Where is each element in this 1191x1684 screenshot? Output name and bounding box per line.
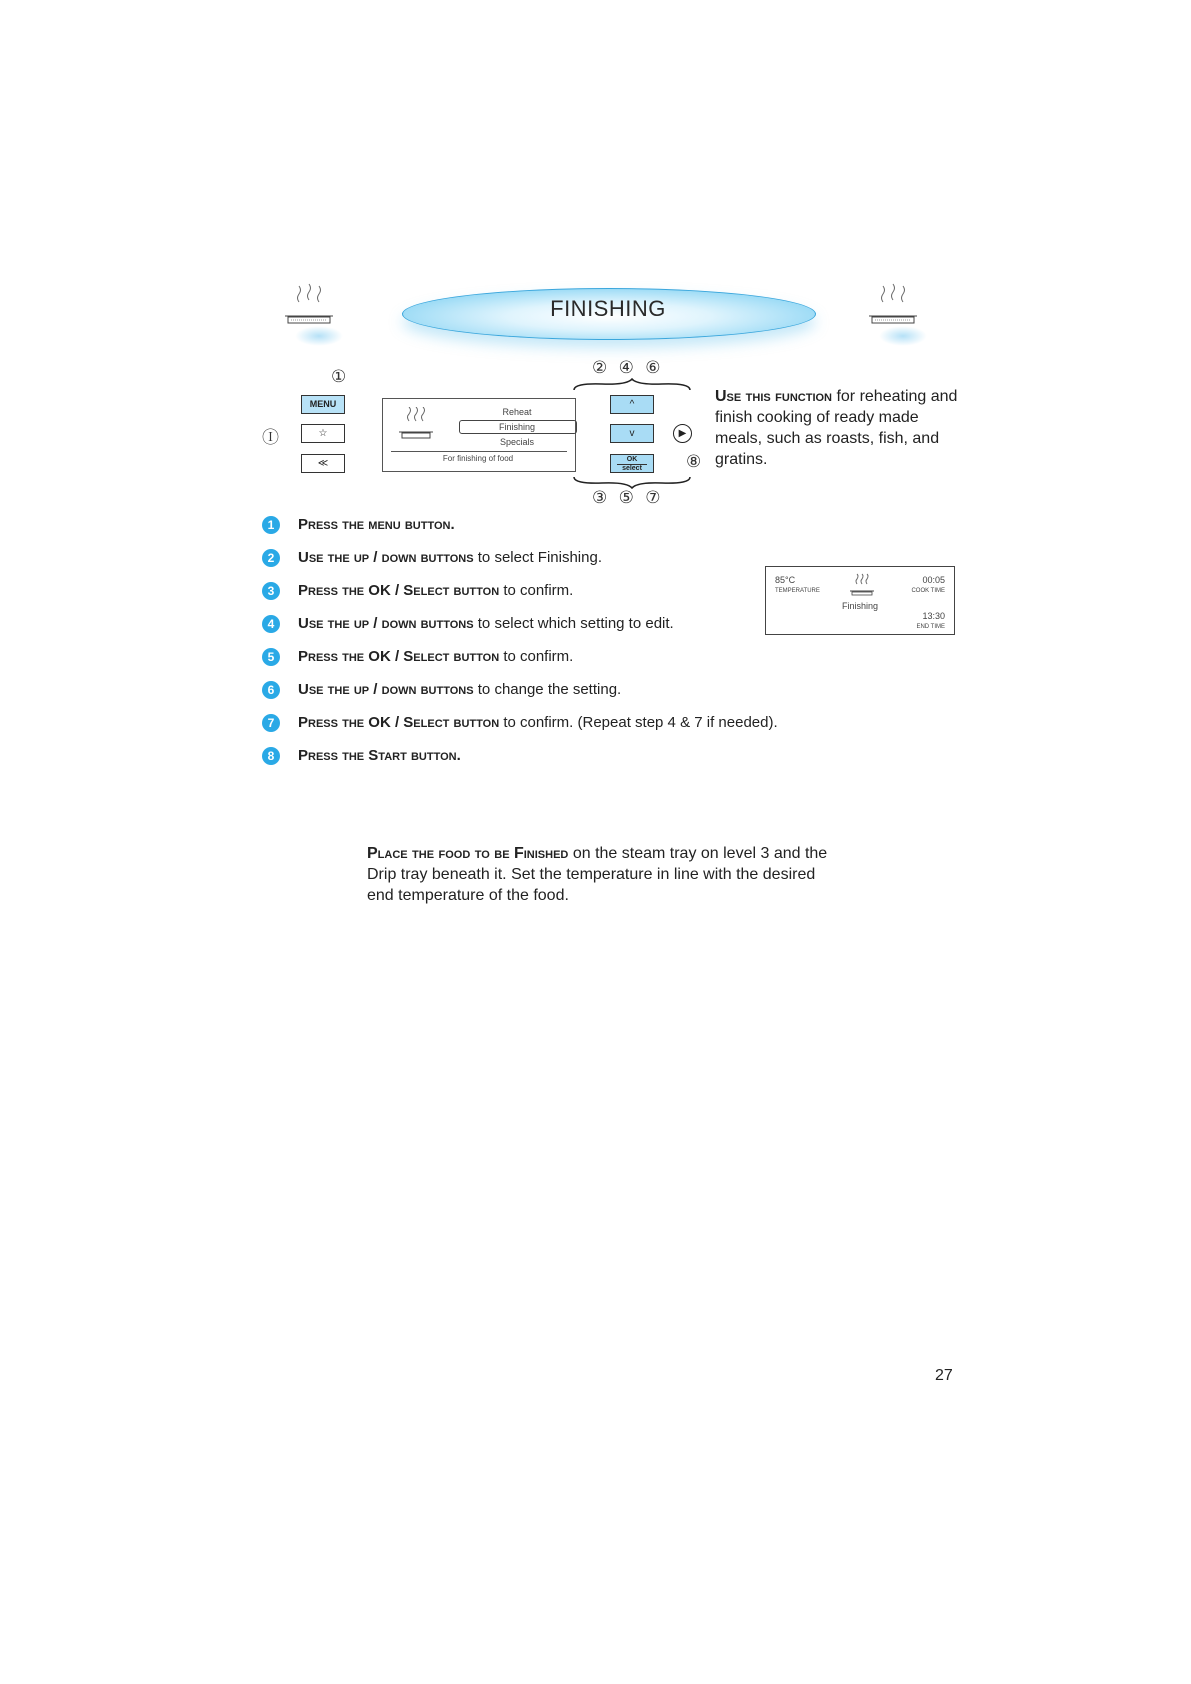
step-lead: Use the up / down buttons [298,615,474,632]
step-number: 3 [262,582,280,600]
down-button[interactable]: v [610,424,654,443]
step-text: to confirm. [499,582,574,599]
step-text: to confirm. (Repeat step 4 & 7 if needed). [499,714,778,731]
end-time-label: END TIME [916,624,945,630]
note-lead: Place the food to be Finished [367,845,569,862]
intro-text: for reheating and finish cooking of ready made meals, such as roasts, fish, and gratins. [715,388,958,468]
back-button[interactable]: ≪ [301,454,345,473]
callout-8: ⑧ [686,452,702,472]
lcd-menu-display [382,398,576,472]
step-lead: Press the OK / Select button [298,648,500,665]
callout-3-5-7: ③ ⑤ ⑦ [592,488,664,508]
step-number: 6 [262,681,280,699]
ok-select-button[interactable] [610,454,654,473]
step-number: 5 [262,648,280,666]
placement-note [367,843,837,906]
intro-paragraph [715,386,965,470]
steam-dish-icon-right [867,282,937,352]
cook-time-value: 00:05 [922,575,945,585]
intro-lead: Use this function [715,388,833,405]
step-text: to confirm. [499,648,574,665]
cook-time-label: COOK TIME [911,588,945,594]
step-number: 2 [262,549,280,567]
step-text: to change the setting. [473,681,622,698]
brace-bottom [572,475,692,489]
up-button[interactable]: ^ [610,395,654,414]
step-number: 1 [262,516,280,534]
callout-2-4-6: ② ④ ⑥ [592,358,664,378]
step-number: 7 [262,714,280,732]
favorite-button[interactable]: ☆ [301,424,345,443]
steam-dish-icon [849,573,875,599]
end-time-value: 13:30 [922,611,945,621]
note-text: on the steam tray on level 3 and the Drip tray beneath it. Set the temperature in line with the desired end temperature of the food. [367,845,828,904]
page-number: 27 [935,1367,953,1384]
brace-top [572,378,692,392]
select-label: select [617,464,647,473]
lcd-hint: For finishing of food [442,454,514,463]
step-text: to select which setting to edit. [473,615,674,632]
step-lead: Use the up / down buttons [298,549,474,566]
lcd-item-specials: Specials [499,437,535,447]
step-text: to select Finishing. [473,549,602,566]
step-lead: Press the OK / Select button [298,582,500,599]
steam-dish-icon [397,407,437,445]
start-icon-glyph: ▶ [678,428,687,439]
step-number: 4 [262,615,280,633]
temperature-label: TEMPERATURE [775,588,820,594]
lcd-item-finishing: Finishing [498,422,536,432]
page-title: FINISHING [550,296,666,321]
lcd-item-reheat: Reheat [502,407,532,417]
steam-dish-icon-left [283,282,353,352]
lcd-divider [391,451,567,452]
ok-label: OK [626,456,638,463]
oven-status-display [765,566,955,635]
step-number: 8 [262,747,280,765]
step-lead: Press the Start button. [298,747,461,764]
power-icon: Ⓘ [262,428,279,448]
step-lead: Use the up / down buttons [298,681,474,698]
mode-label: Finishing [841,601,879,611]
menu-button[interactable]: MENU [301,395,345,414]
step-lead: Press the OK / Select button [298,714,500,731]
start-icon [673,424,692,443]
step-lead: Press the menu button. [298,516,455,533]
callout-1: ① [331,367,347,387]
temperature-value: 85°C [775,575,796,585]
